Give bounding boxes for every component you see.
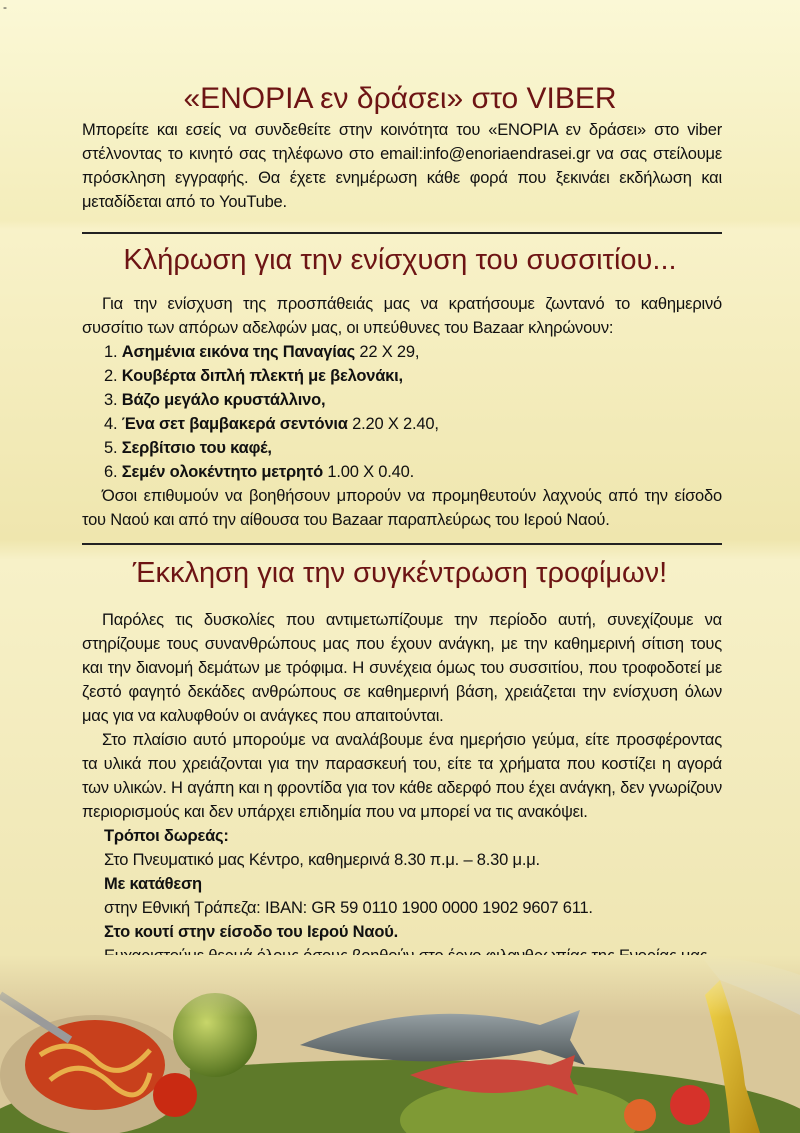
food-paragraph-1: Παρόλες τις δυσκολίες που αντιμετωπίζουμε την περίοδο αυτή, συνεχίζουμε να στηρίζουμε τους συνανθρώπους μας που έχουν ανάγκη, με την καθημερινή σίτιση τους και την διανομή δεμάτων με τρόφιμα. Η συνέχεια όμως του συσσιτίου, που τροφοδοτεί με ζεστό φαγητό δεκάδες ανθρώπους σε καθημερινή βάση, χρειάζεται την ενίσχυση όλων μας για να καλυφθούν οι ανάγκες που απαιτούνται. xyxy=(82,611,722,725)
raffle-item xyxy=(82,388,722,412)
raffle-item xyxy=(82,412,722,436)
raffle-intro: Για την ενίσχυση της προσπάθειάς μας να κρατήσουμε ζωντανό το καθημερινό συσσίτιο των απόρων αδελφών μας, οι υπεύθυνες του Bazaar κληρώνουν: xyxy=(82,295,722,337)
raffle-title: Κλήρωση για την ενίσχυση του συσσιτίου... xyxy=(123,244,677,276)
food-title: Έκκληση για την συγκέντρωση τροφίμων! xyxy=(132,557,668,589)
item-number: 5. xyxy=(104,439,118,457)
item-name: Κουβέρτα διπλή πλεκτή με βελονάκι, xyxy=(121,367,403,385)
raffle-item xyxy=(82,436,722,460)
box-label: Στο κουτί στην είσοδο του Ιερού Ναού. xyxy=(104,923,398,941)
raffle-item xyxy=(82,460,722,484)
raffle-body xyxy=(82,292,722,532)
donation-label: Τρόποι δωρεάς: xyxy=(104,827,229,845)
corner-mark: - xyxy=(3,0,7,14)
item-detail: 22 Χ 29, xyxy=(355,343,420,361)
raffle-list xyxy=(82,340,722,484)
divider-2 xyxy=(82,543,722,545)
viber-title: «ΕΝΟΡΙΑ εν δράσει» στο VIBER xyxy=(183,82,617,115)
food-paragraph-2: Στο πλαίσιο αυτό μπορούμε να αναλάβουμε ένα ημερήσιο γεύμα, είτε προσφέροντας τα υλικά που χρειάζονται για την παρασκευή του, είτε τα χρήματα που κοστίζει η αγορά των υλικών. Η αγάπη και η φροντίδα για τον κάθε αδερφό που έχει ανάγκη, δεν γνωρίζουν περιορισμούς και δεν υπάρχει επιδημία που να μπορεί να τις ανακόψει. xyxy=(82,731,722,821)
item-detail: 1.00 Χ 0.40. xyxy=(322,463,414,481)
item-name: Σεμέν ολοκέντητο μετρητό xyxy=(121,463,323,481)
item-name: Ένα σετ βαμβακερά σεντόνια xyxy=(121,415,348,433)
viber-paragraph: Μπορείτε και εσείς να συνδεθείτε στην κοινότητα του «ΕΝΟΡΙΑ εν δράσει» στο viber στέλνοντας το κινητό σας τηλέφωνο στο email:info@enoriaendrasei.gr να σας στείλουμε πρόσκληση εγγραφής. Θα έχετε ενημέρωση κάθε φορά που ξεκινάει εκδήλωση και μεταδίδεται από το YouTube. xyxy=(82,121,722,211)
item-number: 6. xyxy=(104,463,118,481)
item-name: Σερβίτσιο του καφέ, xyxy=(121,439,272,457)
donation-center: Στο Πνευματικό μας Κέντρο, καθημερινά 8.30 π.μ. – 8.30 μ.μ. xyxy=(104,851,540,869)
raffle-item xyxy=(82,364,722,388)
item-number: 2. xyxy=(104,367,118,385)
deposit-iban: στην Εθνική Τράπεζα: IBAN: GR 59 0110 1900 0000 1902 9607 611. xyxy=(104,899,593,917)
item-name: Ασημένια εικόνα της Παναγίας xyxy=(121,343,355,361)
item-number: 3. xyxy=(104,391,118,409)
item-name: Βάζο μεγάλο κρυστάλλινο, xyxy=(121,391,326,409)
food-illustration xyxy=(0,955,800,1133)
viber-text xyxy=(82,118,722,214)
raffle-outro: Όσοι επιθυμούν να βοηθήσουν μπορούν να προμηθευτούν λαχνούς από την είσοδο του Ναού και από την αίθουσα του Bazaar παραπλεύρως του Ιερού Ναού. xyxy=(82,487,722,529)
deposit-label: Με κατάθεση xyxy=(104,875,202,893)
item-number: 1. xyxy=(104,343,118,361)
item-detail: 2.20 Χ 2.40, xyxy=(347,415,439,433)
food-body xyxy=(82,608,722,968)
divider-1 xyxy=(82,232,722,234)
item-number: 4. xyxy=(104,415,118,433)
raffle-item xyxy=(82,340,722,364)
